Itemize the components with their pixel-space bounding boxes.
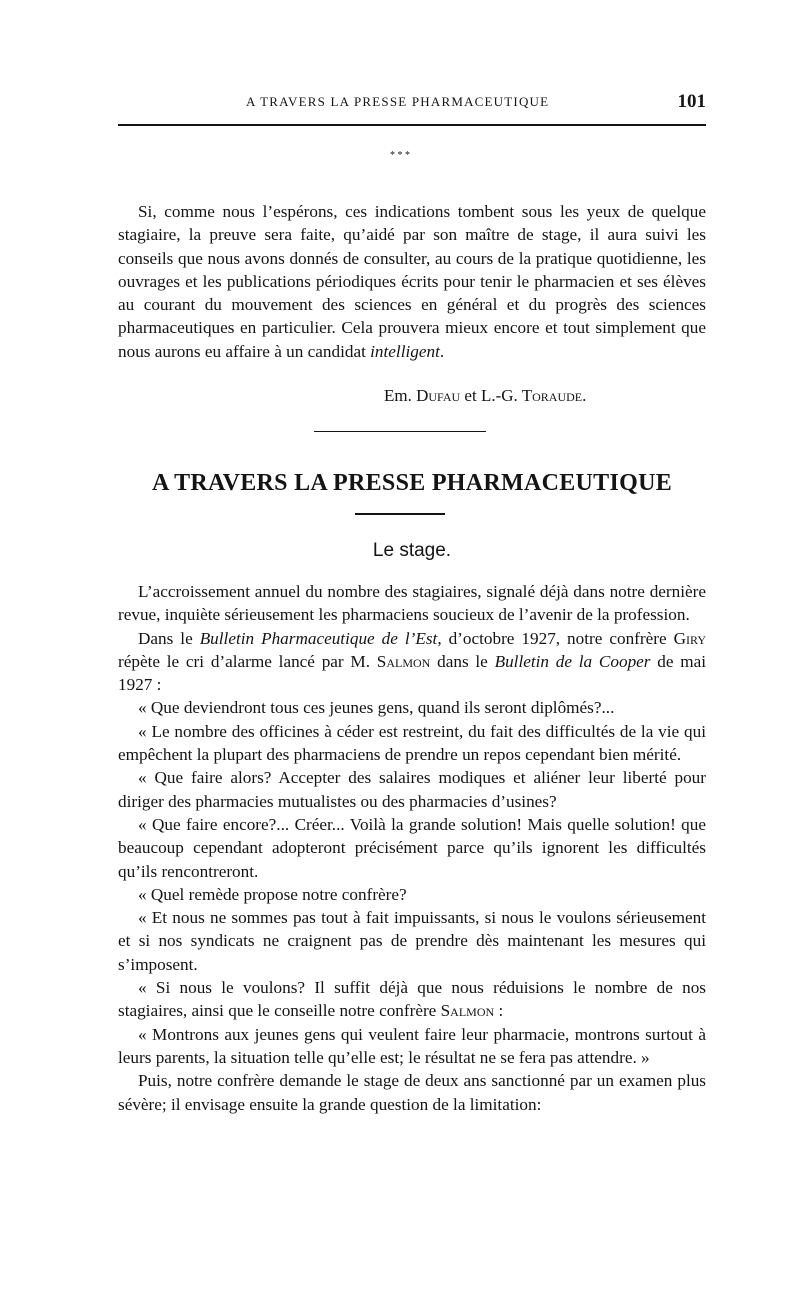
paragraph-11: Puis, notre confrère demande le stage de deux ans sanctionné par un examen plus sévère; il envisage ensuite la grande question de la limitation: (118, 1071, 706, 1114)
section-heading: A TRAVERS LA PRESSE PHARMACEUTIQUE (151, 470, 673, 496)
subheading: Le stage. (372, 540, 452, 561)
heading-underline (355, 513, 445, 515)
paragraph-7: « Quel remède propose notre confrère? (138, 884, 407, 904)
paragraph-3: « Que deviendront tous ces jeunes gens, quand ils seront diplômés?... (138, 698, 615, 718)
paragraph-4: « Le nombre des officines à céder est restreint, du fait des difficultés de la vie qui empêchent la plupart des pharmaciens de prendre un repos cependant bien mérité. (118, 721, 706, 765)
paragraph-8: « Et nous ne sommes pas tout à fait impuissants, si nous le voulons sérieusement et si nos syndicats ne craignent pas de prendre dès maintenant les mesures qui s’imposent. (118, 908, 706, 974)
signature: Em. Dufau et L.-G. Toraude. (384, 386, 587, 405)
paragraph-1: L’accroissement annuel du nombre des stagiaires, signalé déjà dans notre dernière revue, inquiète sérieusement les pharmaciens soucieux de l’avenir de la profession. (118, 582, 706, 625)
section-divider (314, 431, 486, 432)
paragraph-5: « Que faire alors? Accepter des salaires modiques et aliéner leur liberté pour diriger des pharmacies mutualistes ou des pharmacies d’usines? (118, 768, 706, 811)
paragraph-10: « Montrons aux jeunes gens qui veulent faire leur pharmacie, montrons surtout à leurs parents, la situation telle qu’elle est; le résultat ne se fera pas attendre. » (118, 1024, 706, 1067)
running-title: A TRAVERS LA PRESSE PHARMACEUTIQUE (246, 94, 550, 109)
paragraph-9: « Si nous le voulons? Il suffit déjà que nous réduisions le nombre de nos stagiaires, ainsi que le conseille notre confrère Salmon : (118, 978, 706, 1021)
article-body (118, 580, 706, 1116)
page-number: 101 (677, 91, 706, 112)
page-header (118, 92, 706, 114)
paragraph-2: Dans le Bulletin Pharmaceutique de l’Est, d’octobre 1927, notre confrère Giry répète le cri d’alarme lancé par M. Salmon dans le Bulletin de la Cooper de mai 1927 : (118, 628, 707, 695)
asterism: * * * (390, 150, 410, 161)
intro-paragraph: Si, comme nous l’espérons, ces indications tombent sous les yeux de quelque stagiaire, la preuve sera faite, qu’aidé par son maître de stage, il aura suivi les conseils que nous avons donnés de consulter, au cours de la pratique quotidienne, les ouvrages et les publications périodiques écrits pour tenir le pharmacien et ses élèves au courant du mouvement des sciences en général et du progrès des sciences pharmaceutiques en particulier. Cela prouvera mieux encore et tout simplement que nous aurons eu affaire à un candidat intelligent. (118, 202, 706, 361)
intro-paragraph-block (118, 200, 706, 363)
paragraph-6: « Que faire encore?... Créer... Voilà la grande solution! Mais quelle solution! que beaucoup cependant adopteront précisément parce qu’ils ignorent les difficultés qu’ils rencontreront. (118, 814, 706, 881)
header-rule (118, 124, 706, 126)
